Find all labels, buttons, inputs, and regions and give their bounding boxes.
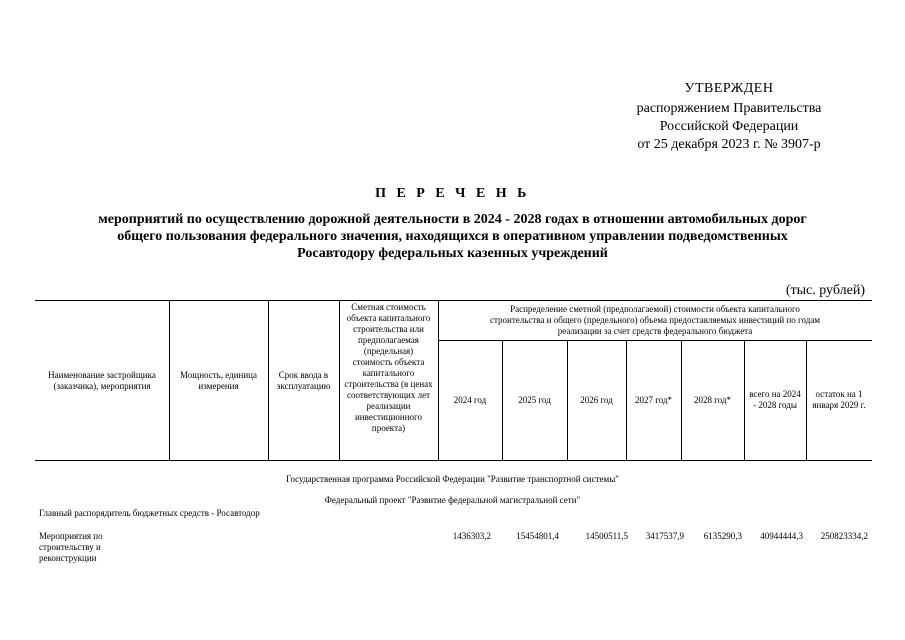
approval-line-3: от 25 декабря 2023 г. № 3907-р [637,137,821,152]
header-year-2028 [681,340,744,460]
header-year-2027 [626,340,681,460]
approval-title: УТВЕРЖДЕН [684,81,774,96]
approval-line-2: Российской Федерации [659,119,799,134]
header-name [35,300,169,461]
document-title: П Е Р Е Ч Е Н Ь [375,186,530,201]
header-total-text: всего на 2024 - 2028 годы [749,389,801,410]
units-label: (тыс. рублей) [785,283,865,298]
header-cost-text: Сметная стоимость объекта капитального строительства или предполагаемая (предельная) стоимость объекта капитального строительства (в ценах соответствующих лет реализации инвестиционного проекта) [344,302,433,433]
table-row-label [39,531,159,564]
header-year-2025-text: 2025 год [518,394,551,405]
section-project: Федеральный проект "Развитие федеральной магистральной сети" [324,495,581,505]
table-row-cell-2026: 3417537,9 [645,531,684,541]
header-deadline-text: Срок ввода в эксплуатацию [276,369,331,391]
section-program: Государственная программа Российской Федерации "Развитие транспортной системы" [286,474,619,484]
header-capacity [169,300,268,461]
row-name-text: Мероприятия по строительству и реконструкции [39,531,103,563]
table-row-cell-2025: 14500511,5 [585,531,628,541]
header-year-2025 [502,340,567,460]
section-manager: Главный распорядитель бюджетных средств - Росавтодор [39,508,260,518]
header-year-2028-text: 2028 год* [693,394,732,405]
header-year-2024 [438,340,502,460]
header-year-2026 [567,340,626,460]
header-remainder-text: остаток на 1 января 2029 г. [812,389,866,410]
header-distribution-text: Распределение сметной (предполагаемой) стоимости объекта капитального строительства и общего (предельного) объема предоставляемых инвестиций по годам реализации за счет средств федерального бюджета [489,303,821,336]
table-header [35,300,872,461]
header-distribution [438,300,872,340]
approval-line-1: распоряжением Правительства [636,101,822,116]
header-capacity-text: Мощность, единица измерения [180,369,257,391]
header-total [744,340,806,460]
header-deadline [268,300,339,461]
table-row-cell-2024: 15454801,4 [516,531,559,541]
table-row-cell-cost: 1436303,2 [452,531,491,541]
table-row-cell-2027: 6135290,3 [703,531,742,541]
header-remainder [806,340,872,460]
approval-block [599,80,859,154]
header-year-2027-text: 2027 год* [634,394,673,405]
document-subtitle: мероприятий по осуществлению дорожной деятельности в 2024 - 2028 годах в отношении автомобильных дорог общего пользования федерального значения, находящихся в оперативном управлении подведомственных Росавтодору федеральных казенных учреждений [98,212,807,261]
table-row-cell-2028: 40944444,3 [760,531,803,541]
header-year-2024-text: 2024 год [453,394,487,405]
header-name-text: Наименование застройщика (заказчика), мероприятия [48,369,156,391]
header-cost [339,302,438,459]
header-year-2026-text: 2026 год [580,394,613,405]
table-row-cell-total: 250823334,2 [820,531,868,541]
